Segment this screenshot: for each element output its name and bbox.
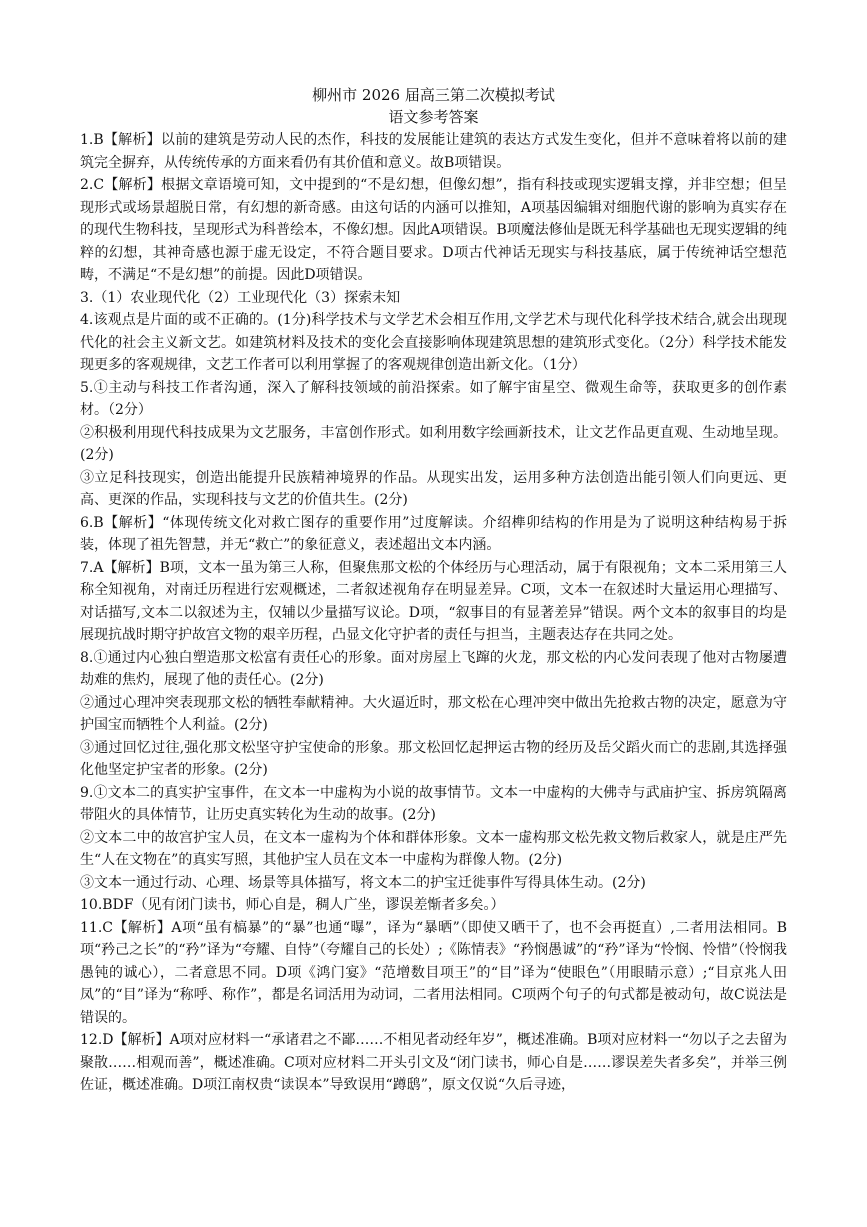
answer-document bbox=[80, 84, 787, 1097]
answer-paragraph-9-3: ③文本一通过行动、心理、场景等具体描写，将文本二的护宝迁徙事件写得具体生动。(2分) bbox=[80, 874, 646, 891]
answer-paragraph-3: 3.（1）农业现代化（2）工业现代化（3）探索未知 bbox=[80, 289, 401, 306]
answer-paragraph-5-2: ②积极利用现代科技成果为文艺服务，丰富创作形式。如利用数字绘画新技术，让文艺作品更直观、生动地呈现。(2分) bbox=[80, 424, 787, 463]
answer-paragraph-2: 2.C【解析】根据文章语境可知，文中提到的“不是幻想，但像幻想”，指有科技或现实逻辑支撑，并非空想；但呈现形式或场景超脱日常，有幻想的新奇感。由这句话的内涵可以推知，A项基因编辑对细胞代谢的影响为真实存在的现代生物科技，呈现形式为科普绘本，不像幻想。因此A项错误。B项魔法修仙是既无科学基础也无现实逻辑的纯粹的幻想，其神奇感也源于虚无设定，不符合题目要求。D项古代神话无现实与科技基底，属于传统神话空想范畴，不满足“不是幻想”的前提。因此D项错误。 bbox=[80, 177, 787, 283]
answer-paragraph-10: 10.BDF（见有闭门读书，师心自是，稠人广坐，谬误差惭者多矣。） bbox=[80, 897, 505, 913]
answer-paragraph-6: 6.B【解析】“体现传统文化对救亡图存的重要作用”过度解读。介绍榫卯结构的作用是为了说明这种结构易于拆装，体现了祖先智慧，并无“救亡”的象征意义，表述超出文本内涵。 bbox=[80, 514, 787, 553]
answer-paragraph-5-3: ③立足科技现实，创造出能提升民族精神境界的作品。从现实出发，运用多种方法创造出能引领人们向更远、更高、更深的作品，实现科技与文艺的价值共生。(2分) bbox=[80, 469, 787, 508]
answer-paragraph-8-2: ②通过心理冲突表现那文松的牺牲奉献精神。大火逼近时，那文松在心理冲突中做出先抢救古物的决定，愿意为守护国宝而牺牲个人利益。(2分) bbox=[80, 694, 787, 733]
page-title: 柳州市 2026 届高三第二次模拟考试 bbox=[312, 86, 555, 104]
answer-paragraph-9-2: ②文本二中的故宫护宝人员，在文本一虚构为个体和群体形象。文本一虚构那文松先救文物后救家人，就是庄严先生“人在文物在”的真实写照，其他护宝人员在文本一中虚构为群像人物。(2分) bbox=[80, 829, 787, 868]
page-subtitle: 语文参考答案 bbox=[388, 108, 479, 126]
answer-paragraph-9-1: 9.①文本二的真实护宝事件，在文本一中虚构为小说的故事情节。文本一中虚构的大佛寺与武庙护宝、拆房筑隔离带阻火的具体情节，让历史真实转化为生动的故事。(2分) bbox=[80, 784, 787, 823]
answer-paragraph-1: 1.B【解析】以前的建筑是劳动人民的杰作，科技的发展能让建筑的表达方式发生变化，但并不意味着将以前的建筑完全摒弃，从传统传承的方面来看仍有其价值和意义。故B项错误。 bbox=[80, 132, 787, 171]
answer-paragraph-8-1: 8.①通过内心独白塑造那文松富有责任心的形象。面对房屋上飞蹿的火龙，那文松的内心发问表现了他对古物屡遭劫难的焦灼，展现了他的责任心。(2分) bbox=[80, 649, 787, 688]
answer-paragraph-12: 12.D【解析】A项对应材料一“承诸君之不鄙……不相见者动经年岁”，概述准确。B项对应材料一“勿以子之去留为聚散……相观而善”，概述准确。C项对应材料二开头引文及“闭门读书，师心自是……谬误差失者多矣”，并举三例佐证，概述准确。D项江南权贵“读误本”导致误用“蹲鸱”，原文仅说“久后寻迹， bbox=[80, 1032, 787, 1093]
answer-paragraph-7: 7.A【解析】B项，文本一虽为第三人称，但聚焦那文松的个体经历与心理活动，属于有限视角；文本二采用第三人称全知视角，对南迁历程进行宏观概述，二者叙述视角存在明显差异。C项，文本一在叙述时大量运用心理描写、对话描写,文本二以叙述为主，仅辅以少量描写议论。D项，“叙事目的有显著差异”错误。两个文本的叙事目的均是展现抗战时期守护故宫文物的艰辛历程，凸显文化守护者的责任与担当，主题表达存在共同之处。 bbox=[80, 559, 787, 643]
answer-paragraph-5-1: 5.①主动与科技工作者沟通，深入了解科技领域的前沿探索。如了解宇宙星空、微观生命等，获取更多的创作素材。（2分） bbox=[80, 379, 787, 418]
answer-paragraph-11: 11.C【解析】A项“虽有槁暴”的“暴”也通“曝”，译为“暴晒”（即使又晒干了，也不会再挺直）,二者用法相同。B项“矜己之长”的“矜”译为“夸耀、自恃”（夸耀自己的长处）;《陈情表》“矜悯愚诚”的“矜”译为“怜悯、怜惜”（怜悯我愚钝的诚心），二者意思不同。D项《鸿门宴》“范增数目项王”的“目”译为“使眼色”（用眼睛示意）;“目京兆人田凤”的“目”译为“称呼、称作”，都是名词活用为动词，二者用法相同。C项两个句子的句式都是被动句，故C说法是错误的。 bbox=[80, 919, 787, 1026]
answer-paragraph-4: 4.该观点是片面的或不正确的。(1分)科学技术与文学艺术会相互作用,文学艺术与现代化科学技术结合,就会出现现代化的社会主义新文艺。如建筑材料及技术的变化会直接影响体现建筑思想的建筑形式变化。（2分）科学技术能发现更多的客观规律，文艺工作者可以利用掌握了的客观规律创造出新文化。（1分） bbox=[80, 312, 787, 373]
answer-paragraph-8-3: ③通过回忆过往,强化那文松坚守护宝使命的形象。那文松回忆起押运古物的经历及岳父蹈火而亡的悲剧,其选择强化他坚定护宝者的形象。(2分) bbox=[80, 739, 787, 778]
